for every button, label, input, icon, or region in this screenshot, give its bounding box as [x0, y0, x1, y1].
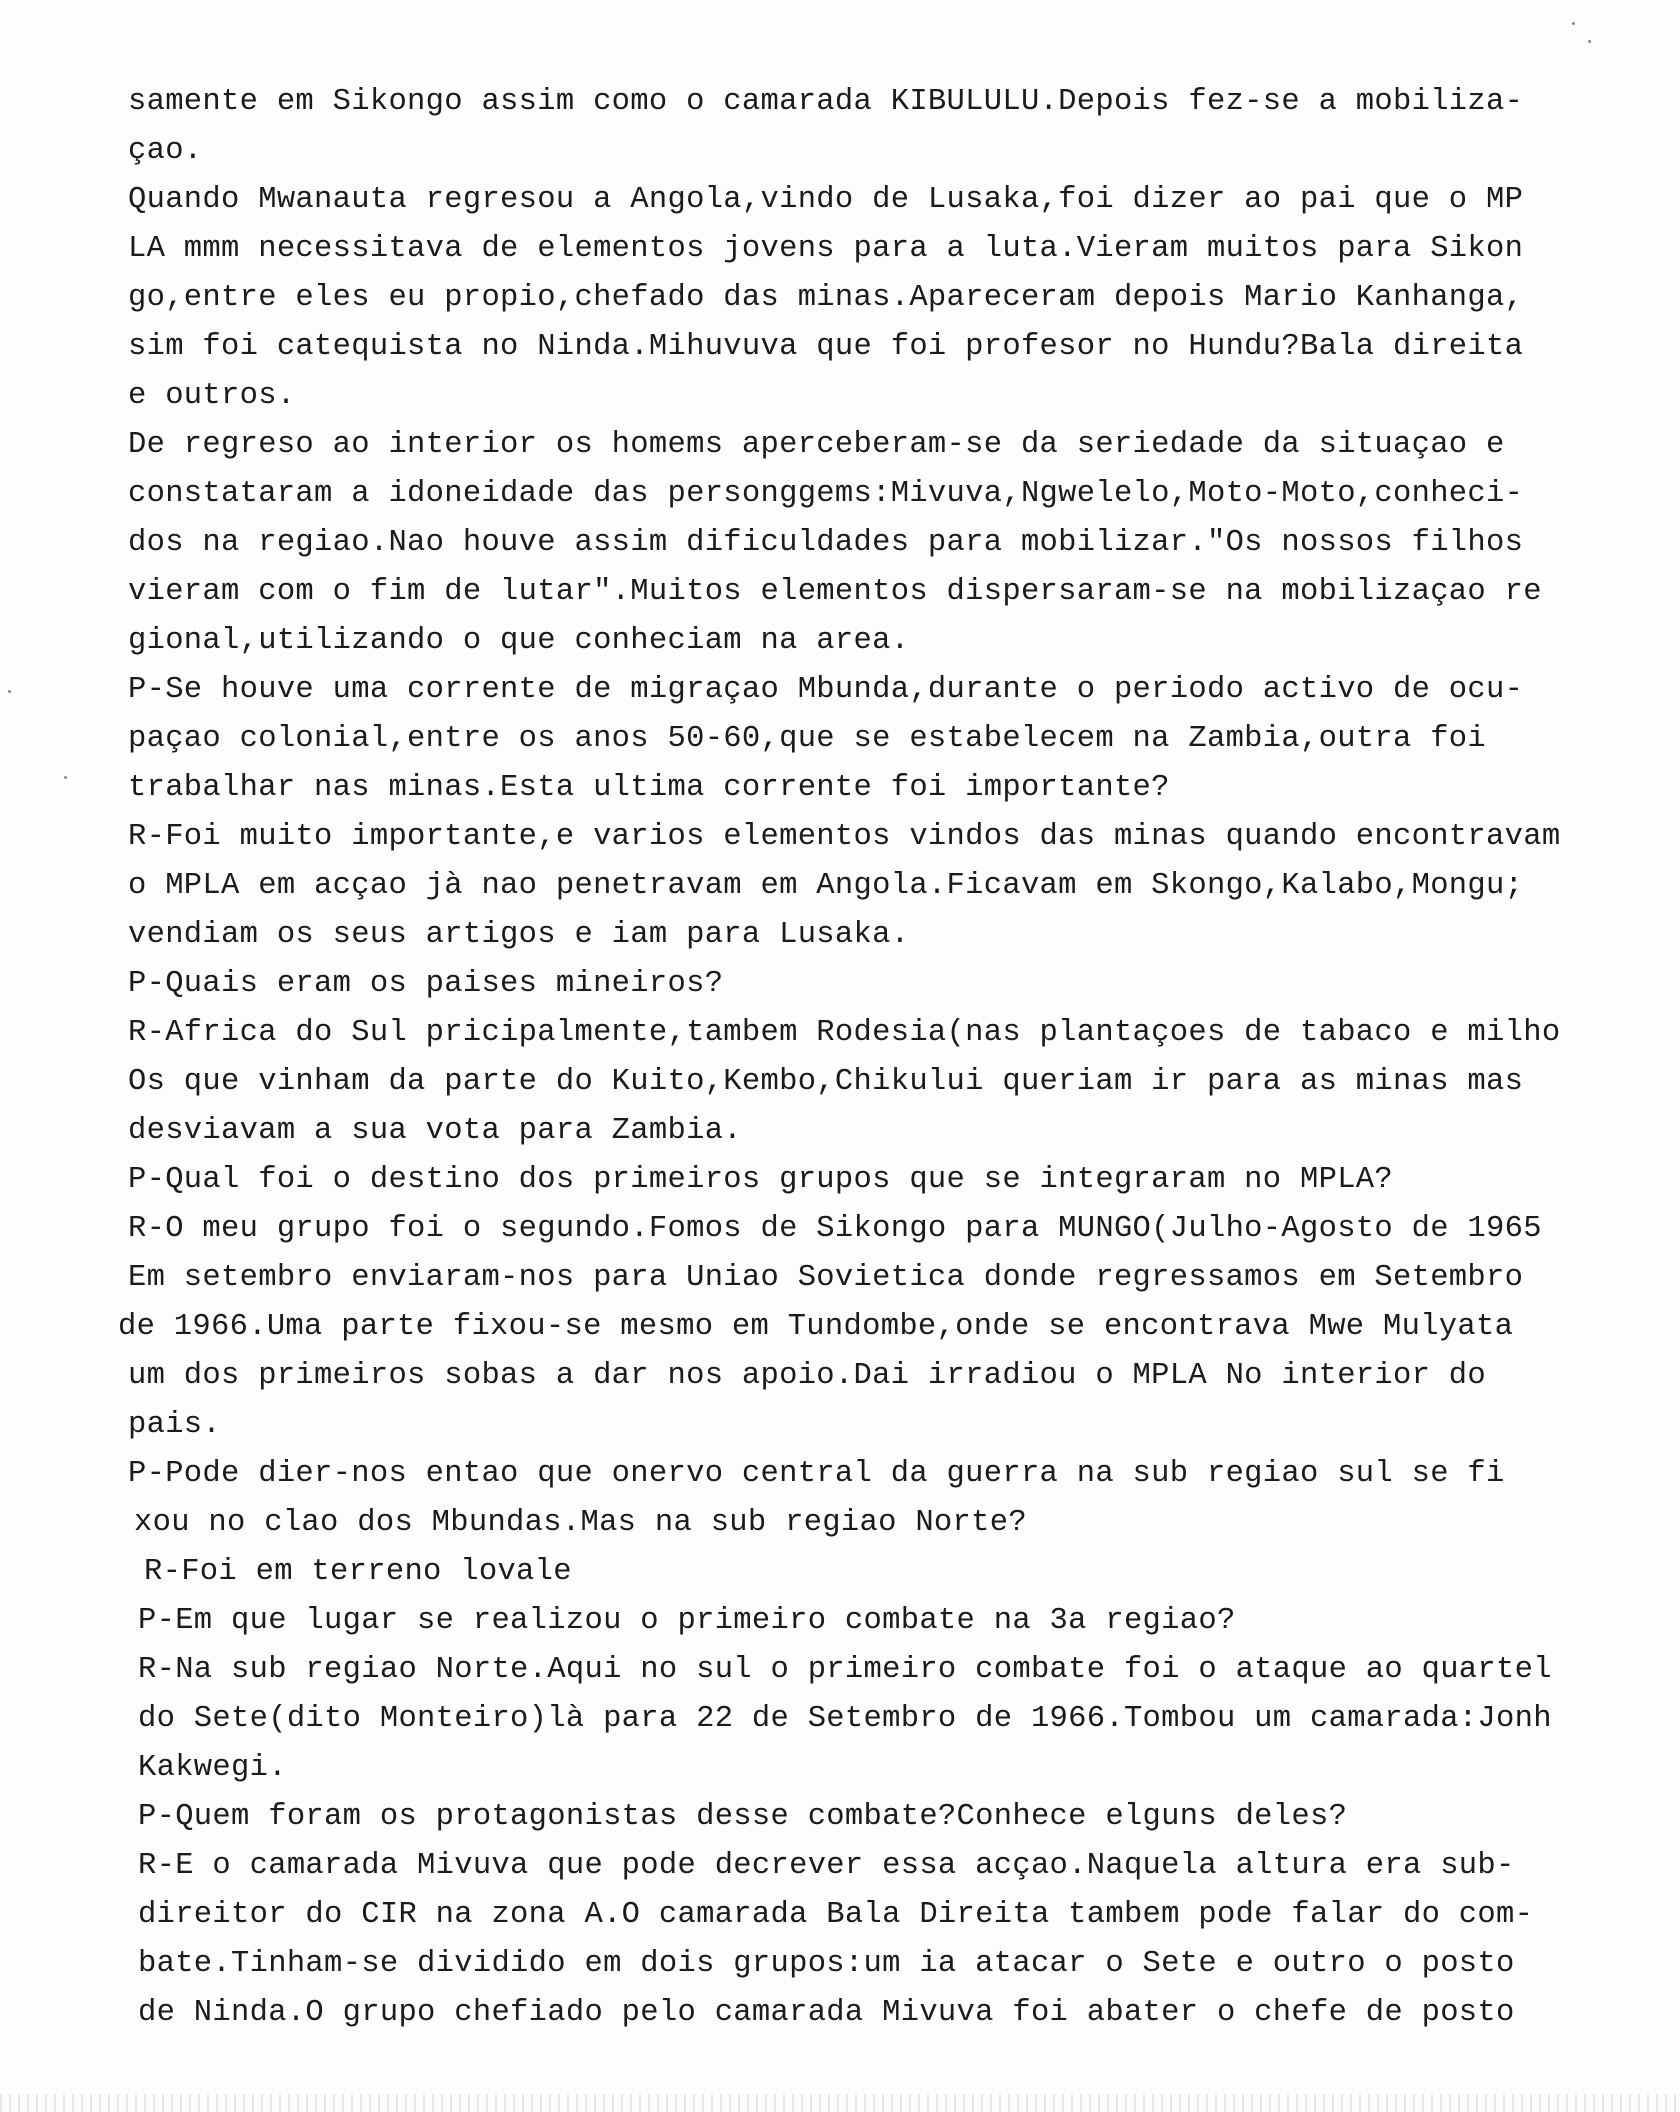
text-line: samente em Sikongo assim como o camarada KIBULULU.Depois fez-se a mobiliza-: [128, 85, 1524, 119]
page-bottom-edge: [0, 2094, 1680, 2112]
text-line: R-Foi em terreno lovale: [144, 1555, 572, 1589]
paper-speck: [8, 690, 11, 693]
text-line: do Sete(dito Monteiro)là para 22 de Setembro de 1966.Tombou um camarada:Jonh: [138, 1702, 1552, 1736]
text-line: Em setembro enviaram-nos para Uniao Sovietica donde regressamos em Setembro: [128, 1261, 1524, 1295]
paper-speck: [1572, 22, 1575, 25]
paper-speck: [1588, 40, 1591, 43]
text-line: gional,utilizando o que conheciam na area.: [128, 624, 910, 658]
text-line: P-Quais eram os paises mineiros?: [128, 967, 724, 1001]
text-line: P-Em que lugar se realizou o primeiro combate na 3a regiao?: [138, 1604, 1236, 1638]
text-line: um dos primeiros sobas a dar nos apoio.Dai irradiou o MPLA No interior do: [128, 1359, 1487, 1393]
text-line: trabalhar nas minas.Esta ultima corrente foi importante?: [128, 771, 1170, 805]
text-line: de Ninda.O grupo chefiado pelo camarada Mivuva foi abater o chefe de posto: [138, 1996, 1515, 2030]
text-line: bate.Tinham-se dividido em dois grupos:um ia atacar o Sete e outro o posto: [138, 1947, 1515, 1981]
text-line: R-Africa do Sul pricipalmente,tambem Rodesia(nas plantaçoes de tabaco e milho: [128, 1016, 1561, 1050]
text-line: vieram com o fim de lutar".Muitos elementos dispersaram-se na mobilizaçao re: [128, 575, 1542, 609]
text-line: direitor do CIR na zona A.O camarada Bala Direita tambem pode falar do com-: [138, 1898, 1534, 1932]
text-line: R-O meu grupo foi o segundo.Fomos de Sikongo para MUNGO(Julho-Agosto de 1965: [128, 1212, 1542, 1246]
interview-transcript: [118, 78, 1628, 2038]
text-line: De regreso ao interior os homems aperceberam-se da seriedade da situaçao e: [128, 428, 1505, 462]
text-line: Kakwegi.: [138, 1751, 287, 1785]
text-line: R-Na sub regiao Norte.Aqui no sul o primeiro combate foi o ataque ao quartel: [138, 1653, 1552, 1687]
text-line: desviavam a sua vota para Zambia.: [128, 1114, 742, 1148]
text-line: dos na regiao.Nao houve assim dificuldades para mobilizar."Os nossos filhos: [128, 526, 1524, 560]
text-line: xou no clao dos Mbundas.Mas na sub regiao Norte?: [134, 1506, 1027, 1540]
text-line: e outros.: [128, 379, 296, 413]
text-line: LA mmm necessitava de elementos jovens para a luta.Vieram muitos para Sikon: [128, 232, 1524, 266]
text-line: R-E o camarada Mivuva que pode decrever essa acçao.Naquela altura era sub-: [138, 1849, 1515, 1883]
text-line: o MPLA em acçao jà nao penetravam em Angola.Ficavam em Skongo,Kalabo,Mongu;: [128, 869, 1524, 903]
text-line: R-Foi muito importante,e varios elementos vindos das minas quando encontravam: [128, 820, 1561, 854]
text-line: Os que vinham da parte do Kuito,Kembo,Chikului queriam ir para as minas mas: [128, 1065, 1524, 1099]
text-line: pais.: [128, 1408, 222, 1442]
text-line: sim foi catequista no Ninda.Mihuvuva que foi profesor no Hundu?Bala direita: [128, 330, 1524, 364]
text-line: go,entre eles eu propio,chefado das minas.Apareceram depois Mario Kanhanga,: [128, 281, 1524, 315]
text-line: P-Quem foram os protagonistas desse combate?Conhece elguns deles?: [138, 1800, 1348, 1834]
text-line: P-Se houve uma corrente de migraçao Mbunda,durante o periodo activo de ocu-: [128, 673, 1524, 707]
text-line: de 1966.Uma parte fixou-se mesmo em Tundombe,onde se encontrava Mwe Mulyata: [118, 1310, 1514, 1344]
text-line: paçao colonial,entre os anos 50-60,que se estabelecem na Zambia,outra foi: [128, 722, 1487, 756]
paper-speck: [64, 776, 67, 779]
text-line: çao.: [128, 134, 203, 168]
text-line: P-Qual foi o destino dos primeiros grupos que se integraram no MPLA?: [128, 1163, 1394, 1197]
text-line: P-Pode dier-nos entao que onervo central da guerra na sub regiao sul se fi: [128, 1457, 1505, 1491]
text-line: vendiam os seus artigos e iam para Lusaka.: [128, 918, 910, 952]
text-line: Quando Mwanauta regresou a Angola,vindo de Lusaka,foi dizer ao pai que o MP: [128, 183, 1524, 217]
text-line: constataram a idoneidade das personggems:Mivuva,Ngwelelo,Moto-Moto,conheci-: [128, 477, 1524, 511]
